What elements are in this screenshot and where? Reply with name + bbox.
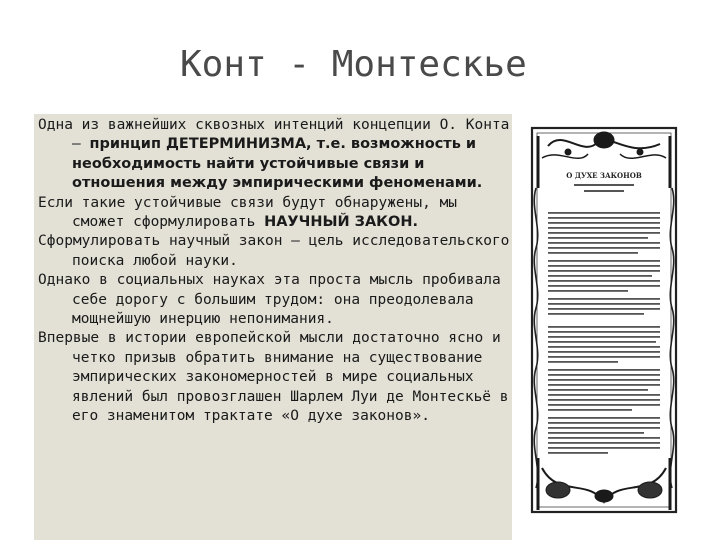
paragraph-bold-text: принцип ДЕТЕРМИНИЗМА, т.е. возможность и необходимость найти устойчивые связи и отношения между эмпирическими феноменами. [72,136,483,192]
slide-title: Конт - Монтескье [180,44,527,85]
body-text [38,116,516,427]
book-page-image [528,118,680,518]
paragraph-determinism [38,116,516,194]
paragraph-montesquieu [38,329,516,426]
paragraph-social-sciences [38,271,516,329]
paragraph-text: Однако в социальных науках эта проста мысль пробивала себе дорогу с большим трудом: она преодолевала мощнейшую инерцию непонимания. [38,272,501,328]
paragraph-text: Впервые в истории европейской мысли достаточно ясно и четко призыв обратить внимание на существование эмпирических закономерностей в мире социальных явлений был провозглашен Шарлем Луи де Монтескьё в его знаменитом трактате «О духе законов». [38,330,509,425]
paragraph-bold-text: НАУЧНЫЙ ЗАКОН. [264,214,419,231]
book-page-heading: О ДУХЕ ЗАКОНОВ [566,171,642,180]
paragraph-law [38,194,516,233]
paragraph-text: Одна из важнейших сквозных интенций концепции О. Конта – [38,117,510,153]
paragraph-text: Сформулировать научный закон – цель исследовательского поиска любой науки. [38,233,510,269]
paragraph-goal [38,232,516,271]
paragraph-text: Если такие устойчивые связи будут обнаружены, мы сможет сформулировать [38,194,458,231]
